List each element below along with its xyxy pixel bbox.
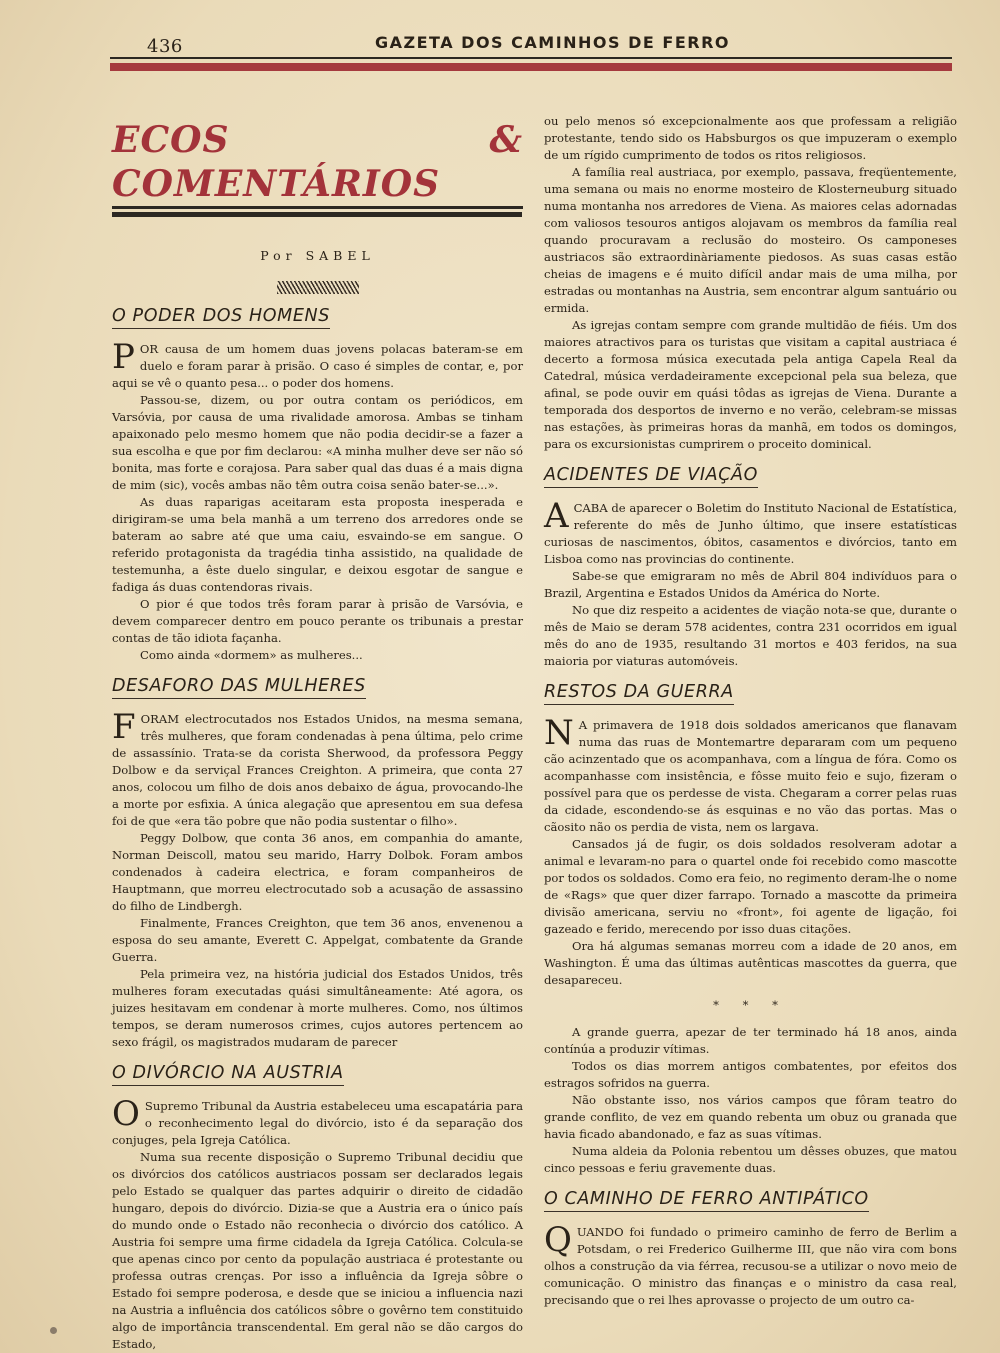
left-column [112,118,523,1353]
page-number: 436 [147,36,183,57]
drop-cap: A [544,496,569,536]
hatched-ornament [277,281,359,294]
section-title-restos: RESTOS DA GUERRA [544,684,734,705]
drop-cap: O [112,1094,140,1134]
title-rule [112,206,523,209]
paragraph: As igrejas contam sempre com grande multidão de fiéis. Um dos maiores atractivos para os turistas que visitam a capital austriaca é decerto a formosa música executada pela antiga Capela Real da Catedral, música verdadeiramente excepcional pela sua beleza, que afinal, se pode ouvir em quási tôdas as igrejas de Viena. Durante a temporada dos desportos de inverno e no verão, celebram-se missas nas estações, às primeiras horas da manhã, em todos os domingos, para os excursionistas cumprirem o proceito dominical. [544,318,957,451]
paragraph: O pior é que todos três foram parar à prisão de Varsóvia, e devem comparecer dentro em pouco perante os tribunais a prestar contas de tão idiota façanha. [112,597,523,645]
paragraph: No que diz respeito a acidentes de viação nota-se que, durante o mês de Maio se deram 578 acidentes, contra 231 ocorridos em igual mês do ano de 1935, resultando 31 mortos e 403 feridos, na sua maioria por viaturas automóveis. [544,603,957,668]
paragraph: O Supremo Tribunal da Austria estabeleceu uma escapatária para o reconhecimento legal do divórcio, isto é da separação dos conjuges, pela Igreja Católica. [112,1094,523,1147]
section-title-divorcio: O DIVÓRCIO NA AUSTRIA [112,1065,344,1086]
paragraph: Sabe-se que emigraram no mês de Abril 804 indivíduos para o Brazil, Argentina e Estados Unidos da América do Norte. [544,569,957,600]
paragraph: ACABA de aparecer o Boletim do Instituto Nacional de Estatística, referente do mês de Junho último, que insere estatísticas curiosas de nascimentos, óbitos, casamentos e divórcios, tanto em Lisboa como nas provincias do continente. [544,496,957,566]
paragraph: A família real austriaca, por exemplo, passava, freqüentemente, uma semana ou mais no enorme mosteiro de Klosterneuburg situado numa montanha nos arredores de Viena. As maiores celas adornadas com valiosos tesouros antigos alojavam os membros da família real quando procuravam a reclusão do mosteiro. Os camponeses austriacos são extraordinàriamente piedosos. As suas casas estão cheias de imagens e é muito difícil andar mais de uma milha, por estradas ou montanhas na Austria, sem encontrar algum santuário ou ermida. [544,165,957,315]
drop-cap: P [112,337,135,377]
section-title-caminho: O CAMINHO DE FERRO ANTIPÁTICO [544,1191,869,1212]
paragraph: POR causa de um homem duas jovens polacas bateram-se em duelo e foram parar à prisão. O caso é simples de contar, e, por aqui se vê o quanto pesa... o poder dos homens. [112,337,523,390]
section-title-desaforo: DESAFORO DAS MULHERES [112,678,366,699]
paragraph: Todos os dias morrem antigos combatentes, por efeitos dos estragos sofridos na guerra. [544,1059,957,1090]
header-rule [110,57,952,59]
drop-cap: Q [544,1220,572,1260]
paper-stain [50,1327,57,1334]
title-rule-thick [112,212,522,217]
paragraph: N A primavera de 1918 dois soldados americanos que flanavam numa das ruas de Montemartre depararam com um pequeno cão acinzentado que os acompanhava, com a língua de fóra. Como os acompanhasse com insistência, e fôsse muito feio e sujo, fizeram o possível para que os perdesse de vista. Chegaram a correr pelas ruas da cidade, escondendo-se ás esquinas e no vão das portas. Mas o cãosito não os perdia de vista, nem os largava. [544,713,957,834]
paragraph: QUANDO foi fundado o primeiro caminho de ferro de Berlim a Potsdam, o rei Frederico Guilherme III, que não vira com bons olhos a construção da via férrea, recusou-se a utilizar o novo meio de comunicação. O ministro das finanças e o ministro da casa real, precisando que o rei lhes aprovasse o projecto de um outro ca- [544,1220,957,1307]
paragraph: Cansados já de fugir, os dois soldados resolveram adotar a animal e levaram-no para o quartel onde foi recebido como mascotte por todos os soldados. Como era feio, no regimento deram-lhe o nome de «Rags» que quer dizer farrapo. Tornado a mascotte da primeira divisão americana, serviu no «front», foi agente de ligação, foi gazeado e ferido, merecendo por isso duas citações. [544,837,957,936]
paragraph: A grande guerra, apezar de ter terminado há 18 anos, ainda contínúa a produzir vítimas. [544,1025,957,1056]
byline: Por SABEL [260,248,375,263]
paragraph: As duas raparigas aceitaram esta proposta inesperada e dirigiram-se uma bela manhã a um terreno dos arredores onde se bateram ao sabre até que uma caiu, esvaindo-se em sangue. O referido protagonista da tragédia tinha assistido, na qualidade de testemunha, a êste duelo singular, e deixou esgotar de sangue e fadiga ás duas contendoras rivais. [112,495,523,594]
paragraph: Ora há algumas semanas morreu com a idade de 20 anos, em Washington. É uma das últimas autênticas mascottes da guerra, que desapareceu. [544,939,957,987]
drop-cap: N [544,713,574,753]
paragraph: ou pelo menos só excepcionalmente aos que professam a religião protestante, tendo sido os Habsburgos os que impuzeram o exemplo de um rígido cumprimento de todos os ritos religiosos. [544,114,957,162]
column-title: ECOS & COMENTÁRIOS [112,119,523,205]
paragraph: Numa aldeia da Polonia rebentou um dêsses obuzes, que matou cinco pessoas e feriu gravemente duas. [544,1144,957,1175]
paragraph: Finalmente, Frances Creighton, que tem 36 anos, envenenou a esposa do seu amante, Everett C. Appelgat, combatente da Grande Guerra. [112,916,523,964]
paragraph: Numa sua recente disposição o Supremo Tribunal decidiu que os divórcios dos católicos austriacos possam ser declarados legais pelo Estado se qualquer das partes adquirir o direito de cidadão hungaro, depois do divórcio. Dizia-se que a Austria era o único país do mundo onde o Estado não reconhecia o divórcio dos católico. A Austria foi sempre uma firme cidadela da Igreja Católica. Colcula-se que apenas cinco por cento da população austriaca é protestante ou professa outras crenças. Por isso a influência da Igreja sôbre o Estado foi sempre poderosa, e desde que se iniciou a influencia nazi na Austria a influência dos católicos sôbre o govêrno tem constituido algo de importância transcendental. Em geral não se dão cargos do Estado, [112,1150,523,1351]
publication-title: GAZETA DOS CAMINHOS DE FERRO [375,33,731,52]
paragraph: Pela primeira vez, na história judicial dos Estados Unidos, três mulheres foram executadas quási simultâneamente: Até agora, os juizes hesitavam em condenar à morte mulheres. Como, nos últimos tempos, se deram numerosos crimes, cujos autores pertencem ao sexo frágil, os magistrados mudaram de parecer [112,967,523,1049]
paragraph: Peggy Dolbow, que conta 36 anos, em companhia do amante, Norman Deiscoll, matou seu marido, Harry Dolbok. Foram ambos condenados à cadeira electrica, e foram companheiros de Hauptmann, que morreu electrocutado sob a acusação de assassino do filho de Lindbergh. [112,831,523,913]
right-column [544,113,957,1309]
paragraph: Como ainda «dormem» as mulheres... [140,648,363,662]
section-break-stars: * * * [713,998,788,1012]
paragraph: Passou-se, dizem, ou por outra contam os periódicos, em Varsóvia, por causa de uma rivalidade amorosa. Ambas se tinham apaixonado pelo mesmo homem que não podia decidir-se a fazer a sua escolha e que por fim declarou: «A minha mulher deve ser não só bonita, mas forte e corajosa. Para saber qual das duas é a mais digna de mim (sic), vocês ambas não têm outra coisa senão bater-se...». [112,393,523,492]
header-red-band [110,63,952,71]
paragraph: FORAM electrocutados nos Estados Unidos, na mesma semana, três mulheres, que foram condenadas à pena última, pelo crime de assassínio. Trata-se da corista Sherwood, da professora Peggy Dolbow e da serviçal Frances Creighton. A primeira, que conta 27 anos, colocou um filho de dois anos debaixo de água, provocando-lhe a morte por esfixia. A única alegação que apresentou em sua defesa foi de que «era tão pobre que não podia sustentar o filho». [112,707,523,828]
section-title-poder: O PODER DOS HOMENS [112,308,330,329]
drop-cap: F [112,707,136,747]
section-title-acidentes: ACIDENTES DE VIAÇÃO [544,467,758,488]
paragraph: Não obstante isso, nos vários campos que fôram teatro do grande conflito, de vez em quando rebenta um obuz ou granada que havia ficado abandonado, e faz as suas vítimas. [544,1093,957,1141]
